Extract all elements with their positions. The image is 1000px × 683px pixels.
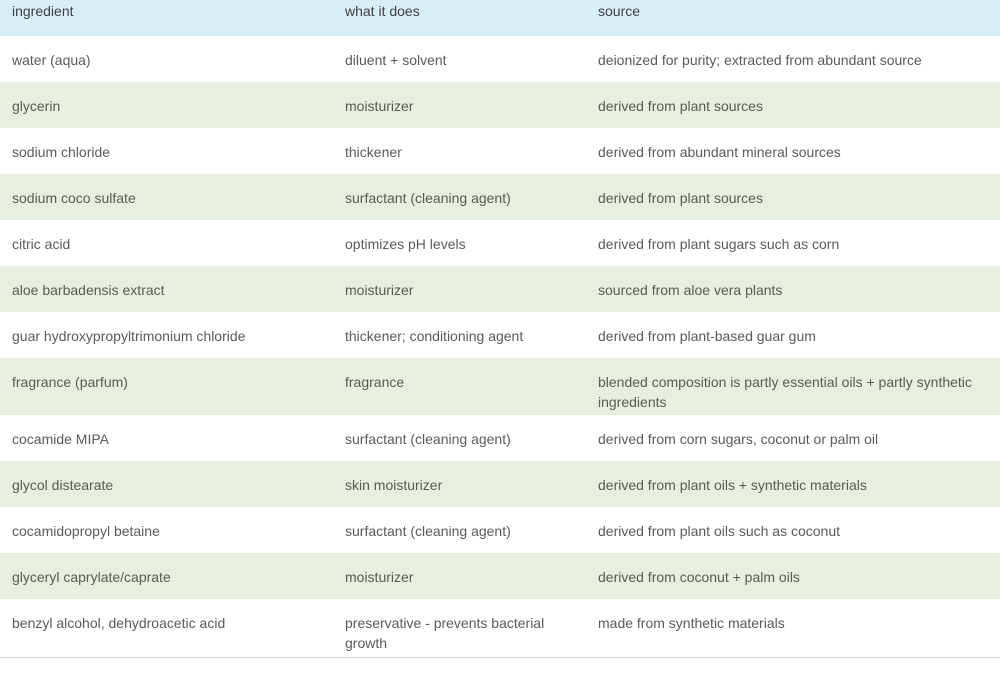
source-cell: derived from corn sugars, coconut or palm oil	[598, 431, 879, 447]
source-cell: blended composition is partly essential oils + partly synthetic ingredients	[598, 374, 972, 410]
ingredient-cell: water (aqua)	[12, 52, 91, 68]
column-header-ingredient: ingredient	[12, 3, 74, 19]
table-row	[0, 266, 1000, 312]
ingredient-cell: benzyl alcohol, dehydroacetic acid	[12, 615, 226, 631]
ingredient-cell: glycerin	[12, 98, 61, 114]
ingredient-cell: aloe barbadensis extract	[12, 282, 165, 298]
table-row	[0, 415, 1000, 461]
function-cell: fragrance	[345, 374, 405, 390]
ingredient-cell: glyceryl caprylate/caprate	[12, 569, 171, 585]
function-cell: moisturizer	[345, 282, 414, 298]
source-cell: derived from plant sources	[598, 190, 763, 206]
source-cell: derived from abundant mineral sources	[598, 144, 841, 160]
ingredient-cell: sodium coco sulfate	[12, 190, 136, 206]
function-cell: preservative - prevents bacterial growth	[345, 615, 545, 651]
function-cell: surfactant (cleaning agent)	[345, 523, 511, 539]
source-cell: deionized for purity; extracted from abundant source	[598, 52, 922, 68]
column-header-what-it-does: what it does	[345, 3, 420, 19]
ingredient-cell: cocamide MIPA	[12, 431, 109, 447]
source-cell: sourced from aloe vera plants	[598, 282, 783, 298]
table-row	[0, 128, 1000, 174]
table-row	[0, 174, 1000, 220]
table-row	[0, 358, 1000, 415]
table-row	[0, 507, 1000, 553]
table-row	[0, 461, 1000, 507]
source-cell: derived from coconut + palm oils	[598, 569, 800, 585]
ingredient-cell: cocamidopropyl betaine	[12, 523, 160, 539]
function-cell: skin moisturizer	[345, 477, 443, 493]
ingredient-cell: sodium chloride	[12, 144, 111, 160]
function-cell: moisturizer	[345, 98, 414, 114]
source-cell: derived from plant oils such as coconut	[598, 523, 841, 539]
table-header-row	[0, 0, 1000, 36]
ingredient-cell: glycol distearate	[12, 477, 114, 493]
source-cell: derived from plant oils + synthetic materials	[598, 477, 867, 493]
function-cell: thickener	[345, 144, 402, 160]
table-row	[0, 220, 1000, 266]
function-cell: diluent + solvent	[345, 52, 447, 68]
source-cell: derived from plant-based guar gum	[598, 328, 816, 344]
table-row	[0, 312, 1000, 358]
column-header-source: source	[598, 3, 641, 19]
function-cell: moisturizer	[345, 569, 414, 585]
table-row	[0, 599, 1000, 657]
function-cell: surfactant (cleaning agent)	[345, 431, 511, 447]
ingredient-cell: citric acid	[12, 236, 71, 252]
source-cell: derived from plant sugars such as corn	[598, 236, 840, 252]
function-cell: surfactant (cleaning agent)	[345, 190, 511, 206]
table-row	[0, 82, 1000, 128]
ingredient-cell: guar hydroxypropyltrimonium chloride	[12, 328, 246, 344]
source-cell: made from synthetic materials	[598, 615, 785, 631]
source-cell: derived from plant sources	[598, 98, 763, 114]
function-cell: optimizes pH levels	[345, 236, 466, 252]
ingredient-cell: fragrance (parfum)	[12, 374, 128, 390]
table-row	[0, 553, 1000, 599]
table-row	[0, 36, 1000, 82]
function-cell: thickener; conditioning agent	[345, 328, 524, 344]
